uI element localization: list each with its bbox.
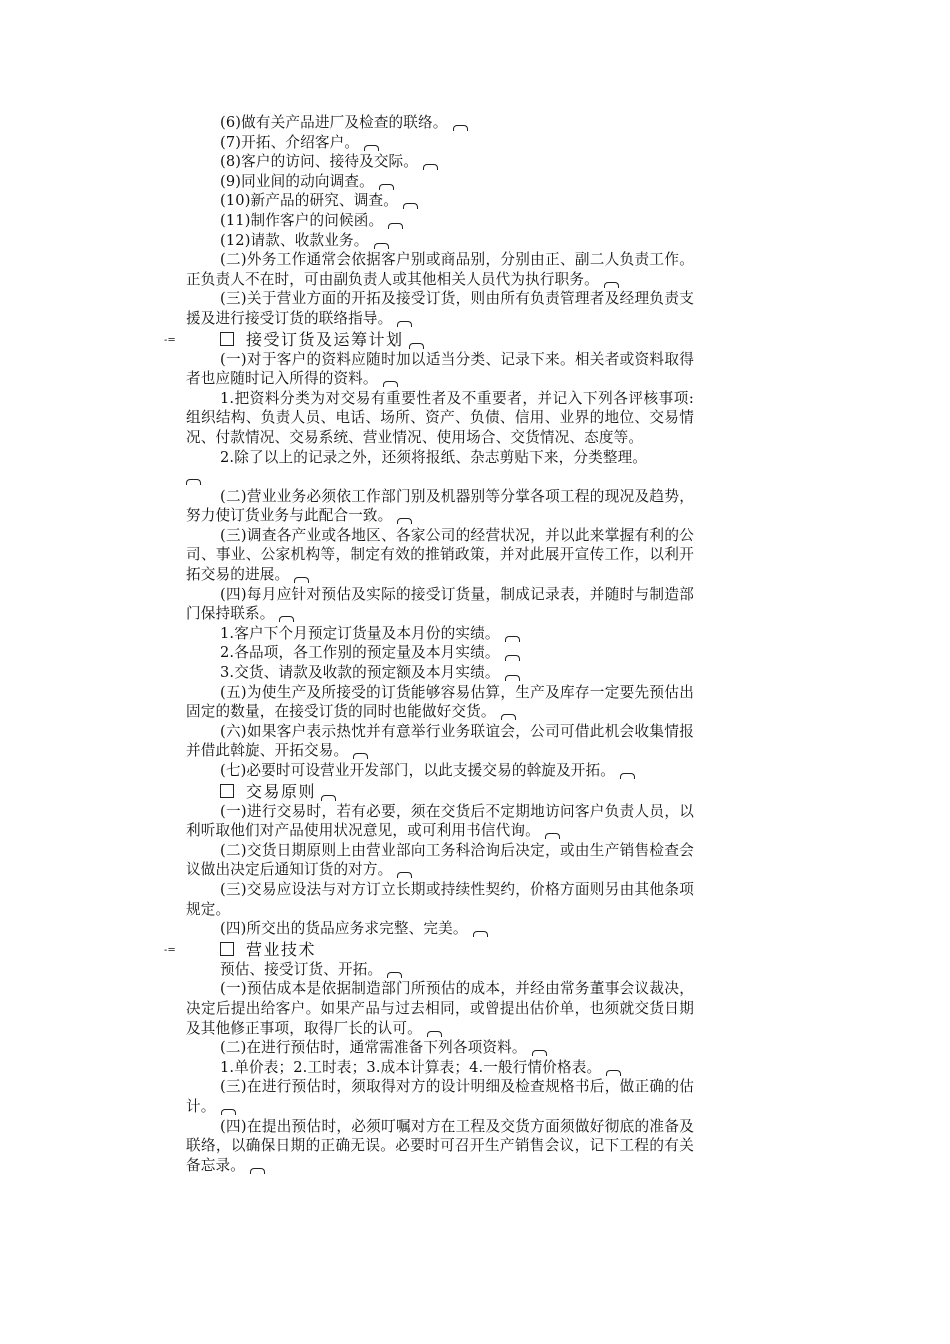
section-heading-order-planning: -= 接受订货及运筹计划: [186, 329, 694, 350]
paragraph: 预估、接受订货、开拓。: [186, 960, 694, 980]
list-item: 3.交货、请款及收款的预定额及本月实绩。: [186, 663, 694, 683]
paragraph: 2.除了以上的记录之外，还须将报纸、杂志剪贴下来，分类整理。: [186, 448, 694, 487]
paragraph-mark-icon: [473, 931, 488, 937]
paragraph-mark-icon: [409, 343, 424, 349]
paragraph: (三)调查各产业或各地区、各家公司的经营状况，并以此来掌握有利的公司、事业、公家机构等，制定有效的推销政策，并对此展开宣传工作，以利开拓交易的进展。: [186, 526, 694, 584]
paragraph-mark-icon: [374, 243, 389, 249]
paragraph-mark-icon: [379, 184, 394, 190]
checkbox-square-icon: [220, 784, 234, 798]
paragraph-mark-icon: [620, 773, 635, 779]
document-body: [164, 113, 694, 1175]
paragraph-mark-icon: [423, 164, 438, 170]
paragraph-mark-icon: [221, 1109, 236, 1115]
paragraph-mark-icon: [501, 714, 516, 720]
list-item: 1.单价表；2.工时表；3.成本计算表；4.一般行情价格表。: [186, 1058, 694, 1078]
paragraph: (一)对于客户的资料应随时加以适当分类、记录下来。相关者或资料取得者也应随时记入所得的资料。: [186, 350, 694, 388]
paragraph: (二)营业业务必须依工作部门别及机器别等分掌各项工程的现况及趋势，努力使订货业务与此配合一致。: [186, 487, 694, 525]
paragraph-mark-icon: [397, 518, 412, 524]
paragraph-mark-icon: [364, 145, 379, 151]
heading-lead-mark: -=: [164, 944, 176, 956]
list-item: (6)做有关产品进厂及检查的联络。: [186, 113, 694, 133]
list-item: 2.各品项，各工作别的预定量及本月实绩。: [186, 643, 694, 663]
paragraph: (二)交货日期原则上由营业部向工务科洽询后决定，或由生产销售检查会议做出决定后通知订货的对方。: [186, 841, 694, 879]
paragraph: (三)交易应设法与对方订立长期或持续性契约，价格方面则另由其他条项规定。: [186, 880, 694, 918]
checkbox-square-icon: [220, 942, 234, 956]
paragraph-mark-icon: [294, 577, 309, 583]
paragraph-mark-icon: [505, 655, 520, 661]
paragraph-mark-icon: [321, 795, 336, 801]
paragraph-mark-icon: [250, 1168, 265, 1174]
paragraph-mark-icon: [397, 872, 412, 878]
checkbox-square-icon: [220, 332, 234, 346]
paragraph-mark-icon: [383, 381, 398, 387]
paragraph-mark-icon: [388, 223, 403, 229]
paragraph-mark-icon: [387, 972, 402, 978]
paragraph: (五)为使生产及所接受的订货能够容易估算，生产及库存一定要先预估出固定的数量，在接受订货的同时也能做好交货。: [186, 683, 694, 721]
section-heading-trade-principles: 交易原则: [186, 781, 694, 802]
list-item: 1.客户下个月预定订货量及本月份的实绩。: [186, 624, 694, 644]
paragraph-mark-icon: [505, 675, 520, 681]
paragraph-mark-icon: [505, 636, 520, 642]
paragraph: (一)进行交易时，若有必要，须在交货后不定期地访问客户负责人员，以利听取他们对产品使用状况意见，或可利用书信代询。: [186, 802, 694, 840]
list-item: (10)新产品的研究、调查。: [186, 191, 694, 211]
paragraph-mark-icon: [186, 479, 201, 485]
paragraph: 1.把资料分类为对交易有重要性者及不重要者，并记入下列各评核事项:组织结构、负责人员、电话、场所、资产、负债、信用、业界的地位、交易情况、付款情况、交易系统、营业情况、使用场合、交货情况、态度等。: [186, 389, 694, 446]
list-item: (9)同业间的动向调查。: [186, 172, 694, 192]
paragraph-mark-icon: [427, 1031, 442, 1037]
paragraph-mark-icon: [604, 282, 619, 288]
paragraph: (一)预估成本是依据制造部门所预估的成本，并经由常务董事会议裁决，决定后提出给客户。如果产品与过去相同，或曾提出估价单，也须就交货日期及其他修正事项，取得厂长的认可。: [186, 980, 694, 1037]
paragraph-outside-duties: (二)外务工作通常会依据客户别或商品别，分别由正、副二人负责工作。正负责人不在时，可由副负责人或其他相关人员代为执行职务。: [186, 251, 694, 288]
paragraph-mark-icon: [532, 1050, 547, 1056]
paragraph: (四)在提出预估时，必须叮嘱对方在工程及交货方面须做好彻底的准备及联络，以确保日期的正确无误。必要时可召开生产销售会议，记下工程的有关备忘录。: [186, 1117, 694, 1174]
paragraph-mark-icon: [403, 203, 418, 209]
list-item: (11)制作客户的问候函。: [186, 211, 694, 231]
paragraph: (四)所交出的货品应务求完整、完美。: [186, 919, 694, 939]
paragraph: (四)每月应针对预估及实际的接受订货量，制成记录表，并随时与制造部门保持联系。: [186, 585, 694, 623]
list-item: (12)请款、收款业务。: [186, 231, 694, 251]
paragraph: (三)在进行预估时，须取得对方的设计明细及检查规格书后，做正确的估计。: [186, 1078, 694, 1115]
paragraph: (七)必要时可设营业开发部门，以此支援交易的斡旋及开拓。: [186, 761, 694, 781]
paragraph: (二)在进行预估时，通常需准备下列各项资料。: [186, 1038, 694, 1058]
paragraph-mark-icon: [545, 833, 560, 839]
paragraph-mark-icon: [606, 1070, 621, 1076]
list-item: (7)开拓、介绍客户。: [186, 133, 694, 153]
heading-lead-mark: -=: [164, 334, 176, 346]
paragraph-sales-guidance: (三)关于营业方面的开拓及接受订货，则由所有负责管理者及经理负责支援及进行接受订货的联络指导。: [186, 290, 694, 327]
paragraph-mark-icon: [279, 616, 294, 622]
paragraph-mark-icon: [397, 321, 412, 327]
paragraph-mark-icon: [453, 125, 468, 131]
list-item: (8)客户的访问、接待及交际。: [186, 152, 694, 172]
paragraph-mark-icon: [353, 753, 368, 759]
section-heading-sales-techniques: -= 营业技术: [164, 939, 317, 959]
paragraph: (六)如果客户表示热忱并有意举行业务联谊会，公司可借此机会收集情报并借此斡旋、开拓交易。: [186, 722, 694, 760]
